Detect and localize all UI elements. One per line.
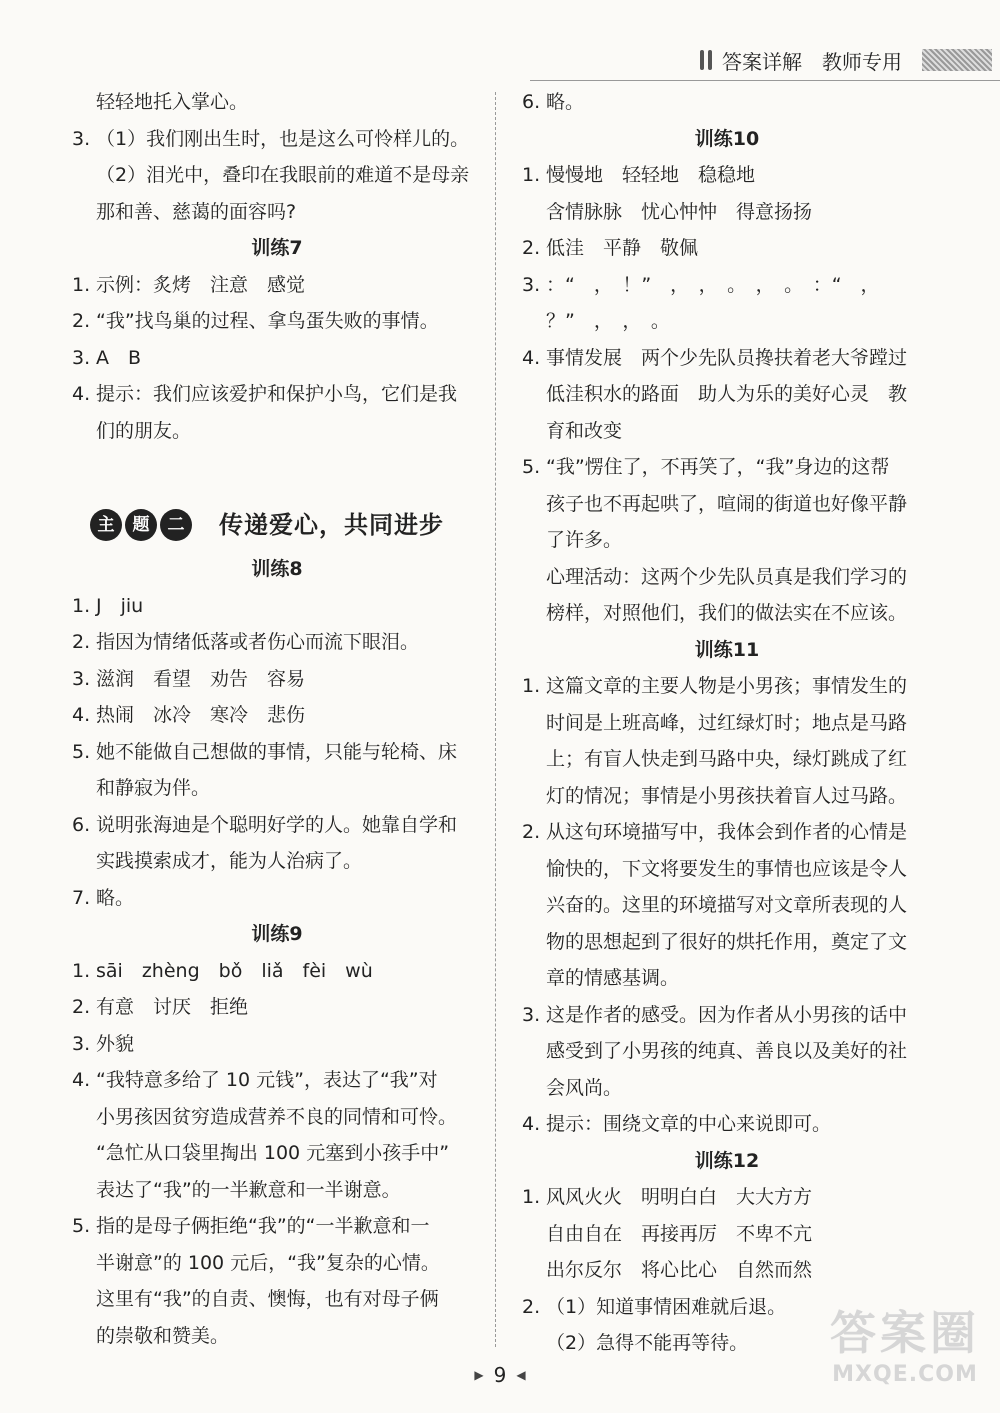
section-t8: [72, 588, 482, 917]
answer-line: [522, 668, 932, 705]
answer-line: [72, 880, 482, 917]
answer-line: [72, 734, 482, 771]
item-number: 1.: [522, 675, 541, 697]
answer-line: [72, 121, 482, 158]
answer-text: 小男孩因贫穷造成营养不良的同情和可怜。: [96, 1105, 458, 1128]
triangle-right-icon: ▶: [474, 1368, 484, 1382]
answer-line: [72, 1281, 482, 1318]
answer-text: 这里有“我”的自责、懊悔，也有对母子俩: [96, 1288, 439, 1310]
answer-text: 章的情感基调。: [546, 967, 680, 989]
answer-text: 时间是上班高峰，过红绿灯时；地点是马路: [546, 711, 908, 734]
answer-text: “我特意多给了 10 元钱”，表达了“我”对: [96, 1069, 438, 1091]
answer-line: [72, 1135, 482, 1172]
item-number: 4.: [522, 346, 541, 369]
watermark-logo: [815, 1305, 995, 1405]
answer-text: 指的是母子俩拒绝“我”的“一半歉意和一: [96, 1215, 430, 1237]
header-label: 答案详解 教师专用: [722, 49, 902, 74]
answer-text: 慢慢地 轻轻地 稳稳地: [546, 164, 756, 186]
answer-line: [522, 851, 932, 888]
answer-text: 愉快的，下文将要发生的事情也应该是令人: [546, 857, 908, 880]
answer-line: [72, 194, 482, 231]
answer-line: [522, 413, 932, 450]
answer-text: 外貌: [96, 1032, 135, 1055]
item-number: 3.: [522, 273, 541, 296]
answer-text: 低洼 平静 敬佩: [546, 237, 699, 259]
answer-line: [522, 194, 932, 231]
answer-line: [522, 778, 932, 815]
answer-line: [72, 807, 482, 844]
answer-text: 含情脉脉 忧心忡忡 得意扬扬: [546, 200, 813, 223]
item-number: 3.: [72, 127, 91, 150]
answer-text: 会风尚。: [546, 1076, 623, 1099]
answer-line: [522, 1033, 932, 1070]
item-number: 4.: [522, 1113, 541, 1135]
page-header: [700, 40, 1000, 80]
item-number: 2.: [72, 996, 91, 1018]
item-number: 6.: [522, 91, 541, 113]
answer-line: [72, 84, 482, 121]
answer-text: 有意 讨厌 拒绝: [96, 996, 249, 1018]
answer-line: [72, 624, 482, 661]
answer-text: J jiu: [96, 594, 144, 617]
answer-text: ？” ， ， 。: [546, 310, 670, 332]
answer-text: sāi zhèng bǒ liǎ fèi wù: [96, 959, 373, 982]
answer-text: 自由自在 再接再厉 不卑不亢: [546, 1222, 813, 1245]
item-number: 5.: [72, 1215, 91, 1237]
answer-line: [522, 814, 932, 851]
answer-line: [72, 157, 482, 194]
answer-text: 略。: [96, 886, 135, 909]
answer-text: 提示：我们应该爱护和保护小鸟，它们是我: [96, 383, 458, 405]
item-number: 4.: [72, 704, 91, 726]
item-number: 1.: [72, 594, 91, 617]
watermark-url: MXQE.COM: [832, 1362, 978, 1387]
answer-line: [522, 1216, 932, 1253]
item-number: 3.: [522, 1003, 541, 1026]
left-top-section: [72, 84, 482, 230]
answer-line: [72, 661, 482, 698]
answer-line: [72, 376, 482, 413]
item-number: 1.: [72, 273, 91, 296]
column-divider: [495, 92, 496, 1347]
answer-text: 滋润 看望 劝告 容易: [96, 667, 306, 690]
answer-text: 孩子也不再起哄了，喧闹的街道也好像平静: [546, 492, 908, 515]
section-title-t12: 训练12: [694, 1149, 760, 1172]
answer-text: “我”找鸟巢的过程、拿鸟蛋失败的事情。: [96, 310, 439, 332]
answer-text: 低洼积水的路面 助人为乐的美好心灵 教: [546, 383, 908, 405]
item-number: 3.: [72, 1032, 91, 1055]
header-rule: [530, 80, 1000, 81]
answer-text: 指因为情绪低落或者伤心而流下眼泪。: [96, 631, 420, 653]
answer-line: [72, 697, 482, 734]
answer-text: 她不能做自己想做的事情，只能与轮椅、床: [96, 740, 458, 763]
section-title-t10: 训练10: [694, 127, 760, 150]
theme-title: 传递爱心，共同进步: [219, 510, 444, 539]
item-number: 1.: [522, 1186, 541, 1208]
answer-text: 兴奋的。这里的环境描写对文章所表现的人: [546, 894, 908, 916]
left-column: [72, 84, 482, 1354]
answer-line: [522, 157, 932, 194]
answer-line: [72, 843, 482, 880]
section-t11: [522, 668, 932, 1143]
theme-badge: [90, 509, 195, 541]
answer-text: 物的思想起到了很好的烘托作用，奠定了文: [546, 930, 908, 953]
answer-text: 这篇文章的主要人物是小男孩；事情发生的: [546, 675, 908, 697]
answer-text: 育和改变: [546, 419, 623, 442]
answer-line: [522, 1179, 932, 1216]
page-footer: [460, 1360, 540, 1390]
answer-text: 表达了“我”的一半歉意和一半谢意。: [96, 1178, 401, 1201]
answer-text: 心理活动：这两个少先队员真是我们学习的: [546, 565, 908, 588]
theme-badge-char: 二: [160, 509, 192, 541]
answer-text: （2）急得不能再等待。: [546, 1332, 749, 1354]
answer-line: [72, 1245, 482, 1282]
answer-text: （1）知道事情困难就后退。: [546, 1295, 787, 1318]
answer-line: [522, 924, 932, 961]
item-number: 1.: [522, 164, 541, 186]
item-number: 5.: [72, 740, 91, 763]
answer-text: 了许多。: [546, 529, 623, 551]
answer-line: [522, 559, 932, 596]
answer-line: [72, 588, 482, 625]
header-bars-decoration: [700, 50, 712, 70]
answer-line: [72, 267, 482, 304]
answer-text: “我”愣住了，不再笑了，“我”身边的这帮: [546, 456, 890, 478]
item-number: 6.: [72, 813, 91, 836]
answer-line: [72, 1172, 482, 1209]
answer-line: [522, 230, 932, 267]
page-number: 9: [493, 1363, 507, 1387]
answer-line: [522, 1252, 932, 1289]
answer-line: [522, 486, 932, 523]
answer-line: [522, 84, 932, 121]
section-title-t11: 训练11: [694, 638, 760, 661]
answer-line: [522, 267, 932, 304]
header-pattern-decoration: [922, 49, 992, 71]
watermark-text: 答案圈: [830, 1306, 980, 1360]
spacer: [72, 449, 482, 485]
answer-text: 和静寂为伴。: [96, 777, 211, 799]
answer-line: [522, 705, 932, 742]
answer-line: [522, 741, 932, 778]
answer-line: [522, 303, 932, 340]
answer-text: 半谢意”的 100 元后，“我”复杂的心情。: [96, 1251, 440, 1274]
section-title-t8: 训练8: [251, 558, 303, 580]
answer-text: 们的朋友。: [96, 419, 192, 442]
theme-banner: [90, 503, 482, 547]
triangle-left-icon: ◀: [516, 1368, 526, 1382]
answer-text: 略。: [546, 91, 585, 113]
answer-line: [522, 1106, 932, 1143]
answer-line: [72, 340, 482, 377]
answer-line: [522, 376, 932, 413]
answer-text: 轻轻地托入掌心。: [96, 91, 249, 113]
right-top-section: [522, 84, 932, 121]
answer-text: 灯的情况；事情是小男孩扶着盲人过马路。: [546, 784, 908, 807]
answer-text: 风风火火 明明白白 大大方方: [546, 1186, 813, 1208]
answer-text: 感受到了小男孩的纯真、善良以及美好的社: [546, 1040, 908, 1062]
answer-line: [72, 953, 482, 990]
answer-line: [522, 449, 932, 486]
answer-line: [72, 1208, 482, 1245]
answer-text: 实践摸索成才，能为人治病了。: [96, 850, 363, 872]
answer-line: [522, 960, 932, 997]
answer-line: [72, 770, 482, 807]
answer-text: 热闹 冰冷 寒冷 悲伤: [96, 704, 306, 726]
answer-line: [72, 1318, 482, 1355]
answer-line: [522, 340, 932, 377]
answer-line: [522, 595, 932, 632]
answer-text: ：“ ， ！” ， ， 。 ， 。 ：“ ，: [546, 273, 880, 296]
item-number: 5.: [522, 456, 541, 478]
item-number: 2.: [522, 237, 541, 259]
answer-line: [72, 1062, 482, 1099]
answer-line: [522, 1070, 932, 1107]
answer-text: 这是作者的感受。因为作者从小男孩的话中: [546, 1003, 908, 1026]
answer-text: 那和善、慈蔼的面容吗?: [96, 200, 297, 223]
item-number: 4.: [72, 1069, 91, 1091]
answer-line: [72, 1026, 482, 1063]
section-t7: [72, 267, 482, 450]
section-t10: [522, 157, 932, 632]
answer-text: 说明张海迪是个聪明好学的人。她靠自学和: [96, 813, 458, 836]
item-number: 3.: [72, 346, 91, 369]
answer-line: [72, 303, 482, 340]
answer-text: 的崇敬和赞美。: [96, 1324, 230, 1347]
answer-line: [522, 522, 932, 559]
theme-badge-char: 题: [125, 509, 157, 541]
answer-text: （2）泪光中，叠印在我眼前的难道不是母亲: [96, 164, 470, 186]
theme-badge-char: 主: [90, 509, 122, 541]
answer-text: “急忙从口袋里掏出 100 元塞到小孩手中”: [96, 1142, 450, 1164]
section-title-t7: 训练7: [251, 237, 303, 259]
item-number: 2.: [522, 1295, 541, 1318]
answer-text: 出尔反尔 将心比心 自然而然: [546, 1259, 813, 1281]
section-title-t9: 训练9: [251, 923, 303, 945]
answer-text: 榜样，对照他们，我们的做法实在不应该。: [546, 602, 908, 624]
answer-line: [522, 887, 932, 924]
answer-text: A B: [96, 346, 142, 369]
item-number: 1.: [72, 959, 91, 982]
answer-text: 事情发展 两个少先队员搀扶着老大爷蹚过: [546, 346, 908, 369]
item-number: 7.: [72, 886, 91, 909]
answer-line: [72, 989, 482, 1026]
answer-text: 提示：围绕文章的中心来说即可。: [546, 1113, 832, 1135]
item-number: 2.: [72, 631, 91, 653]
section-t9: [72, 953, 482, 1355]
answer-line: [72, 1099, 482, 1136]
item-number: 2.: [72, 310, 91, 332]
answer-line: [522, 997, 932, 1034]
answer-text: 从这句环境描写中，我体会到作者的心情是: [546, 821, 908, 843]
right-column: [522, 84, 932, 1362]
answer-line: [72, 413, 482, 450]
item-number: 2.: [522, 821, 541, 843]
item-number: 4.: [72, 383, 91, 405]
answer-text: 上；有盲人快走到马路中央，绿灯跳成了红: [546, 748, 908, 770]
answer-text: （1）我们刚出生时，也是这么可怜样儿的。: [96, 127, 470, 150]
item-number: 3.: [72, 667, 91, 690]
answer-text: 示例：炙烤 注意 感觉: [96, 273, 306, 296]
